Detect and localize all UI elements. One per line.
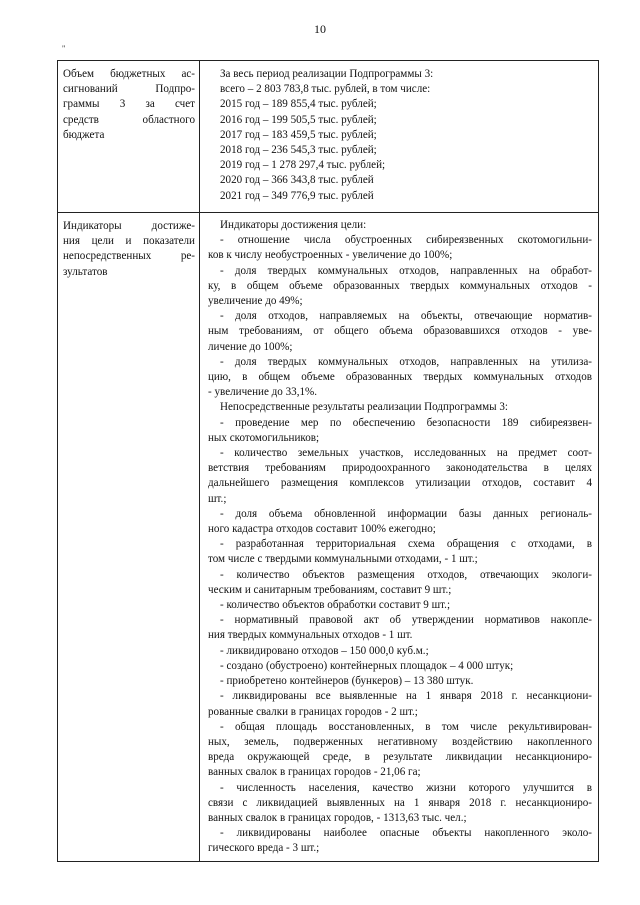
text-line: - ликвидированы наиболее опасные объекты накопленного эколо- xyxy=(220,827,592,840)
row-label-line: непосредственных ре- xyxy=(63,250,195,263)
text-line: - количество земельных участков, исследованных на предмет соот- xyxy=(220,447,592,460)
row-label-cell xyxy=(58,213,200,862)
text-line: ных, земель, подверженных негативному воздействию накопленного xyxy=(208,735,592,748)
text-line: - ликвидированы все выявленные на 1 января 2018 г. несанкциони- xyxy=(220,690,592,703)
text-line: увеличение до 49%; xyxy=(208,295,303,308)
text-line: - численность населения, качество жизни которого улучшится в xyxy=(220,781,592,794)
text-line: - увеличение до 33,1%. xyxy=(208,386,318,399)
text-line: - отношение числа обустроенных сибиреязвенных скотомогильни- xyxy=(220,234,592,247)
text-line: Индикаторы достижения цели: xyxy=(220,219,367,231)
text-line: ным требованиям, от общего объема образовавшихся отходов - уве- xyxy=(208,325,592,338)
text-line: 2017 год – 183 459,5 тыс. рублей; xyxy=(220,128,377,141)
text-line: ванных свалок в границах городов, - 1313,63 тыс. чел.; xyxy=(208,811,467,824)
text-line: - доля объема обновленной информации базы данных региональ- xyxy=(220,507,592,520)
row-label-line: зультатов xyxy=(63,265,108,278)
table-row-indicators xyxy=(58,213,599,862)
row-label-line: средств областного xyxy=(63,113,195,126)
text-line: 2016 год – 199 505,5 тыс. рублей; xyxy=(220,113,377,126)
text-line: - разработанная территориальная схема обращения с отходами, в xyxy=(220,538,592,551)
text-line: 2020 год – 366 343,8 тыс. рублей xyxy=(220,174,374,187)
text-line: - приобретено контейнеров (бункеров) – 13 380 штук. xyxy=(220,675,474,688)
text-line: ных скотомогильников; xyxy=(208,431,320,444)
text-line: - проведение мер по обеспечению безопасности 189 сибиреязвен- xyxy=(220,416,592,429)
text-line: - ликвидировано отходов – 150 000,0 куб.м.; xyxy=(220,644,429,657)
text-line: дальнейшего размещения комплексов утилизации отходов, составит 4 xyxy=(208,477,592,490)
text-line: том числе с твердыми коммунальными отходами, - 1 шт.; xyxy=(208,553,478,566)
text-line: связи с ликвидацией выявленных на 1 января 2018 г. несанкциониро- xyxy=(208,796,592,809)
text-line: ков к числу необустроенных - увеличение до 100%; xyxy=(208,249,453,262)
text-line: - нормативный правовой акт об утверждении нормативов накопле- xyxy=(220,614,592,627)
text-line: 2019 год – 1 278 297,4 тыс. рублей; xyxy=(220,159,386,172)
text-line: рованные свалки в границах городов - 2 шт.; xyxy=(208,705,418,718)
page-number: 10 xyxy=(314,22,326,36)
row-label-line: сигнований Подпро- xyxy=(63,83,195,96)
row-value-cell xyxy=(200,61,599,213)
text-line: ванных свалок в границах городов - 21,06 га; xyxy=(208,766,421,779)
row-value-cell xyxy=(200,213,599,862)
row-label-cell xyxy=(58,61,200,213)
text-line: 2021 год – 349 776,9 тыс. рублей xyxy=(220,189,374,202)
text-line: шт.; xyxy=(208,492,227,505)
row-label-line: Объем бюджетных ас- xyxy=(63,68,195,80)
text-line: цию, в общем объеме образованных твердых коммунальных отходов xyxy=(208,371,592,384)
text-line: личение до 100%; xyxy=(208,340,293,353)
table-row-budget xyxy=(58,61,599,213)
text-line: ного кадастра отходов составит 100% ежегодно; xyxy=(208,523,436,536)
quote-mark: " xyxy=(62,44,66,53)
text-line: За весь период реализации Подпрограммы 3: xyxy=(220,68,434,80)
text-line: всего – 2 803 783,8 тыс. рублей, в том числе: xyxy=(220,83,431,96)
text-line: ния твердых коммунальных отходов - 1 шт. xyxy=(208,629,413,642)
text-line: вреда окружающей среде, в результате ликвидации несанкциониро- xyxy=(208,751,592,764)
text-line: гического вреда - 3 шт.; xyxy=(208,842,320,855)
text-line: ческим и санитарным требованиям, составит 9 шт.; xyxy=(208,583,452,596)
row-label-line: ния цели и показатели xyxy=(63,235,195,248)
text-line: - доля отходов, направляемых на объекты, отвечающие норматив- xyxy=(220,310,592,323)
row-label-line: граммы 3 за счет xyxy=(63,98,195,111)
text-line: ку, в общем объеме образованных твердых коммунальных отходов - xyxy=(208,279,592,292)
passport-table xyxy=(57,60,599,862)
text-line: - общая площадь восстановленных, в том числе рекультивирован- xyxy=(220,720,592,733)
text-line: - доля твердых коммунальных отходов, направленных на утилиза- xyxy=(220,355,592,368)
text-line: - создано (обустроено) контейнерных площадок – 4 000 штук; xyxy=(220,659,514,672)
row-label-line: Индикаторы достиже- xyxy=(63,220,195,232)
text-line: - количество объектов обработки составит 9 шт.; xyxy=(220,599,451,612)
text-line: Непосредственные результаты реализации Подпрограммы 3: xyxy=(220,401,508,414)
text-line: 2015 год – 189 855,4 тыс. рублей; xyxy=(220,98,377,111)
text-line: 2018 год – 236 545,3 тыс. рублей; xyxy=(220,144,377,157)
text-line: ветствия требованиям природоохранного законодательства в целях xyxy=(208,462,592,475)
text-line: - доля твердых коммунальных отходов, направленных на обработ- xyxy=(220,264,592,277)
text-line: - количество объектов размещения отходов, отвечающих экологи- xyxy=(220,568,592,581)
row-label-line: бюджета xyxy=(63,128,105,141)
